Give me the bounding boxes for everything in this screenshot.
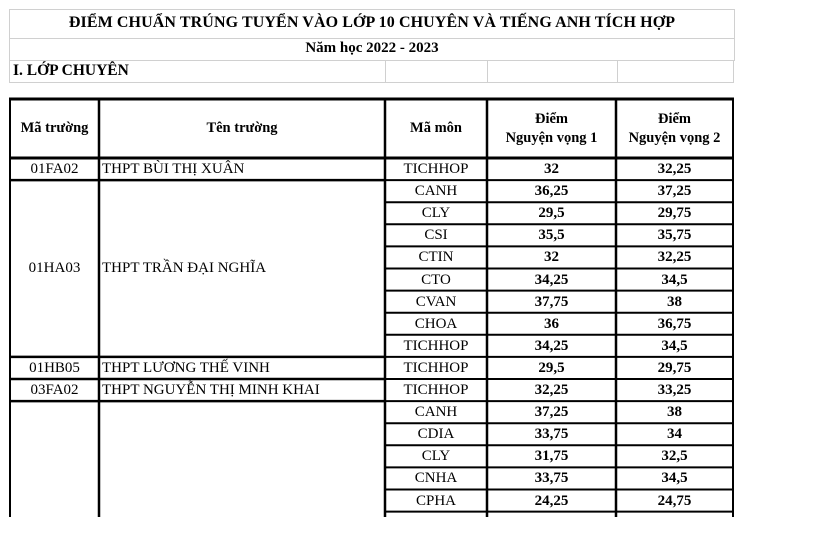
score-nv1-cell: 34,25 — [534, 337, 569, 354]
header-score-nv1-line2: Nguyện vọng 1 — [505, 130, 598, 146]
subject-code-cell: CANH — [414, 183, 458, 200]
school-code-cell: 03FA02 — [30, 382, 79, 398]
score-nv1-cell: 36,25 — [534, 183, 569, 200]
score-nv1-cell: 32,25 — [534, 382, 569, 398]
school-code-cell: 01HA03 — [28, 260, 81, 277]
subject-code-cell: CNHA — [414, 470, 458, 487]
section-row — [9, 61, 734, 83]
page-title: ĐIỂM CHUẨN TRÚNG TUYỂN VÀO LỚP 10 CHUYÊN VÀ TIẾNG ANH TÍCH HỢP — [68, 14, 676, 31]
score-nv1-cell: 29,5 — [538, 205, 565, 222]
subject-code-cell: CDIA — [417, 426, 455, 443]
sheet-cell-divider — [385, 61, 386, 82]
score-nv2-cell: 29,75 — [657, 205, 692, 222]
school-name-cell: THPT TRẦN ĐẠI NGHĨA — [102, 260, 267, 277]
subject-code-cell: CSI — [424, 227, 448, 244]
subject-code-cell: CLY — [421, 448, 451, 465]
header-school-name: Tên trường — [206, 120, 278, 136]
score-nv1-cell: 32 — [544, 249, 559, 266]
subject-code-cell: TICHHOP — [403, 337, 469, 354]
school-name-cell: THPT NGUYỄN THỊ MINH KHAI — [102, 382, 320, 398]
section-label: I. LỚP CHUYÊN — [13, 62, 129, 79]
score-nv1-cell: 37,75 — [534, 293, 569, 310]
score-nv2-cell: 34 — [667, 426, 682, 443]
score-nv2-cell: 38 — [667, 293, 682, 310]
school-code-cell — [13, 401, 96, 534]
score-nv1-cell: 34,25 — [534, 271, 569, 288]
score-nv1-cell: 33,75 — [534, 426, 569, 443]
subject-code-cell: CVAN — [415, 293, 457, 310]
school-code-cell: 01HB05 — [29, 359, 80, 376]
score-nv1-cell: 31,75 — [534, 448, 569, 465]
school-name-cell: THPT LƯƠNG THẾ VINH — [102, 359, 270, 376]
score-nv2-cell: 34,5 — [661, 271, 688, 288]
header-score-nv2-line1: Điểm — [657, 111, 691, 127]
subject-code-cell: CHOA — [414, 315, 458, 332]
score-nv1-cell: 29,5 — [538, 359, 565, 376]
subject-code-cell: CTIN — [418, 249, 454, 266]
subject-code-cell: CPHA — [415, 492, 456, 509]
title-row — [9, 9, 735, 39]
subject-code-cell: TICHHOP — [403, 161, 469, 177]
subject-code-cell — [388, 512, 484, 534]
subject-code-cell: CANH — [414, 404, 458, 421]
score-nv2-cell: 33,25 — [657, 382, 692, 398]
score-nv1-cell: 33,75 — [534, 470, 569, 487]
school-name-cell — [102, 401, 382, 534]
score-nv2-cell: 38 — [667, 404, 682, 421]
score-nv2-cell: 32,25 — [657, 249, 692, 266]
score-nv1-cell: 24,25 — [534, 492, 569, 509]
score-nv2-cell: 29,75 — [657, 359, 692, 376]
score-nv1-cell: 32 — [544, 161, 559, 177]
score-nv2-cell: 24,75 — [657, 492, 692, 509]
score-nv1-cell: 35,5 — [538, 227, 565, 244]
school-year-row — [9, 38, 735, 61]
score-nv1-cell: 37,25 — [534, 404, 569, 421]
subject-code-cell: CTO — [421, 271, 451, 288]
subject-code-cell: TICHHOP — [403, 359, 469, 376]
sheet-cell-edge — [733, 61, 734, 82]
score-nv2-cell — [619, 512, 730, 534]
sheet-cell-divider — [617, 61, 618, 82]
score-nv2-cell: 32,25 — [657, 161, 692, 177]
score-nv1-cell: 36 — [544, 315, 559, 332]
score-nv2-cell: 32,5 — [661, 448, 688, 465]
sheet-cell-divider — [487, 61, 488, 82]
header-subject-code: Mã môn — [410, 120, 462, 136]
header-score-nv2-line2: Nguyện vọng 2 — [628, 130, 721, 146]
score-nv1-cell — [490, 512, 613, 534]
header-school-code: Mã trường — [20, 120, 89, 136]
score-nv2-cell: 37,25 — [657, 183, 692, 200]
subject-code-cell: TICHHOP — [403, 382, 469, 398]
score-nv2-cell: 34,5 — [661, 337, 688, 354]
school-year: Năm học 2022 - 2023 — [305, 40, 439, 56]
school-code-cell: 01FA02 — [30, 161, 79, 177]
score-nv2-cell: 35,75 — [657, 227, 692, 244]
score-nv2-cell: 36,75 — [657, 315, 692, 332]
subject-code-cell: CLY — [421, 205, 451, 222]
school-name-cell: THPT BÙI THỊ XUÂN — [102, 161, 245, 177]
score-nv2-cell: 34,5 — [661, 470, 688, 487]
header-score-nv1-line1: Điểm — [534, 111, 568, 127]
